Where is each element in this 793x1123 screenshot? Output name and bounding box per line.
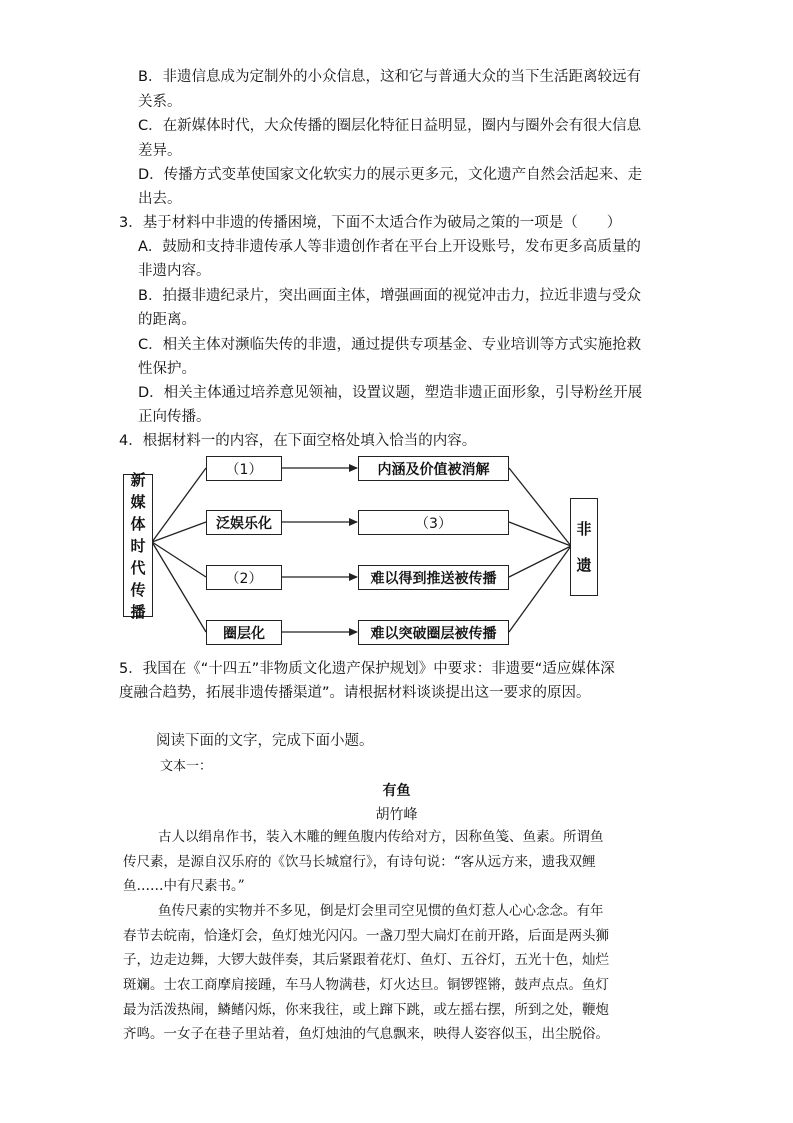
connector-left-3 <box>152 542 206 577</box>
diagram-result-box-1: 内涵及价值被消解 <box>358 456 509 481</box>
q2-option-d-line1: D．传播方式变革使国家文化软实力的展示更多元，文化遗产自然会活起来、走 <box>138 167 643 183</box>
connector-right-3 <box>509 546 571 577</box>
connector-left-4 <box>152 542 206 632</box>
q3-stem: 3．基于材料中非遗的传播困境，下面不太适合作为破局之策的一项是（ ） <box>119 215 622 231</box>
q3-option-a-line2: 非遗内容。 <box>138 263 211 279</box>
reading-instruction: 阅读下面的文字，完成下面小题。 <box>156 733 374 749</box>
q2-option-b-line2: 关系。 <box>138 94 182 110</box>
target-char: 遗 <box>576 556 592 574</box>
source-char: 传 <box>130 580 146 599</box>
text-label: 文本一： <box>160 759 213 774</box>
connector-right-4 <box>509 546 571 632</box>
q3-option-d-line1: D．相关主体通过培养意见领袖，设置议题，塑造非遗正面形象，引导粉丝开展 <box>138 385 643 401</box>
paragraph-line: 最为活泼热闹，鳞鳍闪烁，你来我往，或上蹿下跳，或左摇右摆，所到之处，鞭炮 <box>123 1002 609 1018</box>
source-char: 播 <box>130 602 146 621</box>
q2-option-d-line2: 出去。 <box>138 191 182 207</box>
source-char: 新 <box>130 470 146 489</box>
target-char: 非 <box>576 520 592 538</box>
q5-line2: 度融合趋势，拓展非遗传播渠道”。请根据材料谈谈提出这一要求的原因。 <box>119 685 591 701</box>
diagram-middle-box-3: （2） <box>206 565 282 590</box>
diagram-source-box <box>123 470 153 621</box>
paragraph-line: 鱼传尺素的实物并不多见，倒是灯会里司空见惯的鱼灯惹人心心念念。有年 <box>158 903 604 919</box>
q2-option-c-line2: 差异。 <box>138 143 182 159</box>
paragraph-line: 春节去皖南，恰逢灯会，鱼灯烛光闪闪。一盏刀型大扁灯在前开路，后面是两头狮 <box>123 928 609 944</box>
paragraph-line: 子，边走边舞，大锣大鼓伴奏，其后紧跟着花灯、鱼灯、五谷灯，五光十色，灿烂 <box>123 952 609 968</box>
q2-option-b-line1: B．非遗信息成为定制外的小众信息，这和它与普通大众的当下生活距离较远有 <box>138 69 641 85</box>
paragraph-line: 传尺素，是源自汉乐府的《饮马长城窟行》，有诗句说：“客从远方来，遗我双鲤 <box>123 854 596 870</box>
paragraph-line: 鱼……中有尺素书。” <box>123 878 245 894</box>
diagram-middle-box-1: （1） <box>206 456 282 481</box>
diagram-result-box-2: （3） <box>358 510 509 535</box>
diagram-middle-box-4: 圈层化 <box>206 620 282 645</box>
source-char: 时 <box>130 536 146 555</box>
diagram-target-box <box>570 498 598 596</box>
connector-left-1 <box>152 468 206 542</box>
q2-option-c-line1: C．在新媒体时代，大众传播的圈层化特征日益明显，圈内与圈外会有很大信息 <box>138 118 642 134</box>
q3-option-b-line2: 的距离。 <box>138 312 196 328</box>
q4-stem: 4．根据材料一的内容，在下面空格处填入恰当的内容。 <box>119 433 477 449</box>
q5-line1: 5．我国在《“十四五”非物质文化遗产保护规划》中要求：非遗要“适应媒体深 <box>119 661 615 677</box>
paragraph-line: 斑斓。士农工商摩肩接踵，车马人物满巷，灯火达旦。铜锣铿锵，鼓声点点。鱼灯 <box>123 977 609 993</box>
q3-option-b-line1: B．拍摄非遗纪录片，突出画面主体，增强画面的视觉冲击力，拉近非遗与受众 <box>138 288 641 304</box>
q3-option-c-line2: 性保护。 <box>138 361 196 377</box>
source-char: 体 <box>130 514 146 533</box>
diagram-result-box-3: 难以得到推送被传播 <box>358 565 509 590</box>
q3-option-d-line2: 正向传播。 <box>138 409 211 425</box>
diagram-middle-box-2: 泛娱乐化 <box>206 510 282 535</box>
source-char: 代 <box>130 558 146 577</box>
article-title: 有鱼 <box>382 783 411 799</box>
q3-option-a-line1: A．鼓励和支持非遗传承人等非遗创作者在平台上开设账号，发布更多高质量的 <box>138 239 641 255</box>
paragraph-line: 古人以绢帛作书，装入木雕的鲤鱼腹内传给对方，因称鱼笺、鱼素。所谓鱼 <box>158 829 604 845</box>
diagram-result-box-4: 难以突破圈层被传播 <box>358 620 509 645</box>
source-char: 媒 <box>130 492 146 511</box>
q3-option-c-line1: C．相关主体对濒临失传的非遗，通过提供专项基金、专业培训等方式实施抢救 <box>138 337 642 353</box>
article-author: 胡竹峰 <box>375 807 418 823</box>
paragraph-line: 齐鸣。一女子在巷子里站着，鱼灯烛油的气息飘来，映得人姿容似玉，出尘脱俗。 <box>123 1026 609 1042</box>
